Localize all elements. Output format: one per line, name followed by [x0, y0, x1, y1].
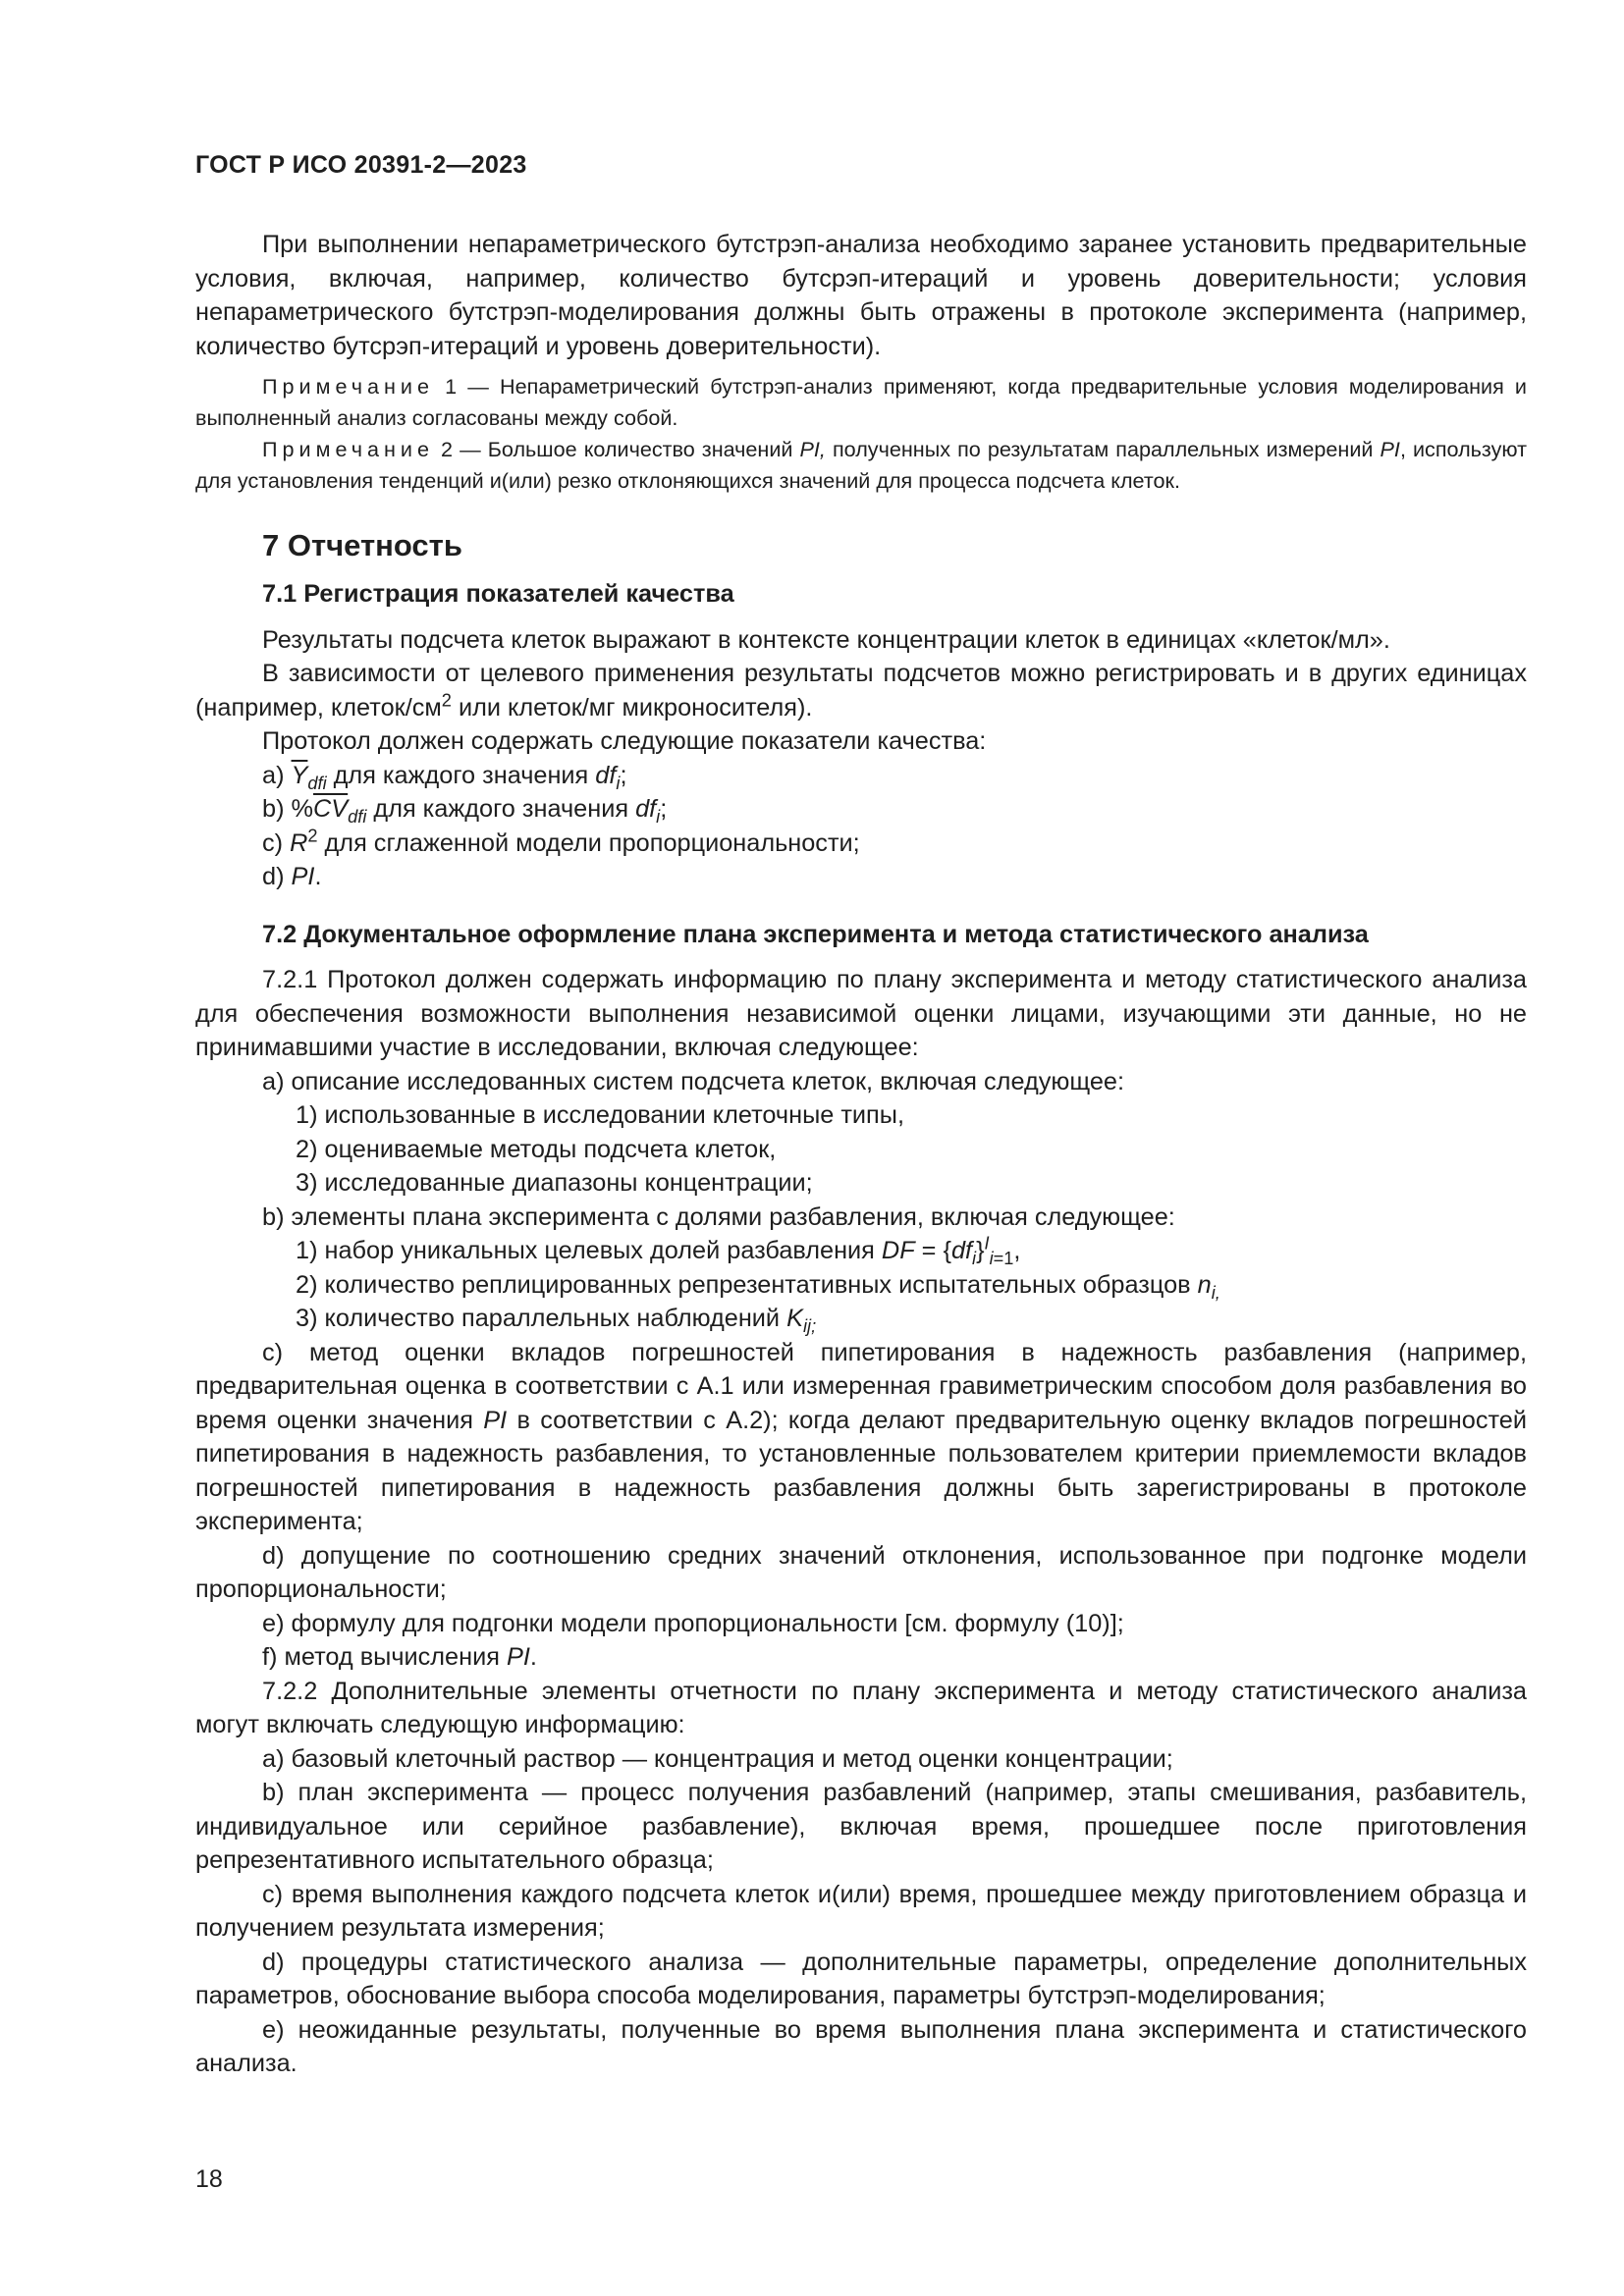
symbol-r: R	[290, 828, 308, 857]
subscript: i	[972, 1249, 977, 1269]
s722-item-c: c) время выполнения каждого подсчета клеток и(или) время, прошедшее между приготовлением образца и получением результата измерения;	[195, 1880, 1527, 1942]
text: }	[976, 1237, 985, 1264]
s721-item-a3: 3) исследованные диапазоны концентрации;	[296, 1169, 813, 1197]
subscript: =1	[993, 1249, 1014, 1269]
text: для каждого значения	[366, 795, 636, 823]
s721-item-b1	[195, 1234, 1527, 1268]
text: 3) количество параллельных наблюдений	[296, 1305, 787, 1332]
text: ,	[1013, 1237, 1021, 1264]
symbol-df: df	[635, 795, 657, 823]
text: .	[314, 863, 322, 890]
text: или клеток/мг микроносителя).	[451, 693, 813, 721]
text: c) метод оценки вкладов погрешностей пипетирования в надежность разбавления (например, предварительная оценка в соответствии с А.1 или измеренная гравиметрическим способом доля разбавления во время оценки значения	[195, 1338, 1527, 1434]
s722-item-e: e) неожиданные результаты, полученные во время выполнения плана эксперимента и статистического анализа.	[195, 2015, 1527, 2077]
symbol-df-set: DF	[881, 1237, 915, 1264]
symbol-cv-bar: $\overline{CV}$	[313, 795, 349, 823]
s722-paragraph: 7.2.2 Дополнительные элементы отчетности по плану эксперимента и методу статистического анализа могут включать следующую информацию:	[195, 1677, 1527, 1738]
note-word: Примечание	[262, 374, 434, 399]
s71-item-a	[195, 759, 1527, 793]
note-text: полученных по результатам параллельных измерений	[825, 437, 1380, 461]
symbol-pi: PI,	[799, 437, 826, 461]
section-7-2-heading: 7.2 Документальное оформление плана эксперимента и метода статистического анализа	[262, 920, 1369, 948]
s71-item-c	[195, 827, 1527, 861]
s721-item-b2	[195, 1268, 1527, 1303]
subscript: ij;	[802, 1316, 817, 1337]
text: для сглаженной модели пропорциональности;	[317, 828, 860, 857]
subscript: i	[616, 773, 621, 793]
s721-item-c	[195, 1336, 1527, 1539]
s722-item-a: a) базовый клеточный раствор — концентрация и метод оценки концентрации;	[262, 1744, 1173, 1773]
text: ;	[660, 795, 668, 823]
s71-item-d	[195, 860, 1527, 894]
note-text: Большое количество значений	[487, 437, 800, 461]
symbol-k: K	[786, 1305, 803, 1332]
section-7-1-heading: 7.1 Регистрация показателей качества	[262, 580, 734, 608]
subscript: dfi	[348, 807, 367, 828]
s71-paragraph-2	[195, 657, 1527, 724]
subscript: i	[656, 807, 661, 828]
text: d)	[262, 863, 292, 890]
s71-paragraph-1: Результаты подсчета клеток выражают в контексте концентрации клеток в единицах «клеток/мл».	[262, 625, 1390, 654]
note-text: Непараметрический бутстрэп-анализ применяют, когда предварительные условия моделирования и выполненный анализ согласованы между собой.	[195, 374, 1527, 430]
section-7-heading: 7 Отчетность	[262, 528, 462, 562]
s721-item-a1: 1) использованные в исследовании клеточные типы,	[296, 1101, 904, 1129]
note-label: 1 —	[434, 374, 501, 399]
text: 1) набор уникальных целевых долей разбавления	[296, 1237, 882, 1264]
text: a)	[262, 761, 292, 789]
s722-item-b: b) план эксперимента — процесс получения разбавлений (например, этапы смешивания, разбавитель, индивидуальное или серийное разбавление), включая время, прошедшее после приготовления репрезентативного испытательного образца;	[195, 1779, 1527, 1874]
text: = {	[914, 1237, 951, 1264]
subscript: i,	[1211, 1282, 1220, 1303]
note-2	[195, 434, 1527, 497]
s721-item-e: e) формулу для подгонки модели пропорциональности [см. формулу (10)];	[262, 1609, 1124, 1637]
text: В зависимости от целевого применения результаты подсчетов можно регистрировать и в других единицах (например, клеток/см	[195, 660, 1527, 721]
symbol-df: df	[950, 1237, 973, 1264]
symbol-df: df	[595, 761, 617, 789]
intro-paragraph: При выполнении непараметрического бутстрэп-анализа необходимо заранее установить предварительные условия, включая, например, количество бутсрэп-итераций и уровень доверительности; условия непараметрического бутстрэп-моделирования должны быть отражены в протоколе эксперимента (например, количество бутсрэп-итераций и уровень доверительности).	[195, 231, 1527, 360]
symbol-y-bar: $\overline{Y}$	[291, 761, 308, 789]
subscript: dfi	[307, 773, 327, 793]
symbol-pi: PI	[506, 1643, 530, 1671]
symbol-pi: PI	[291, 863, 315, 890]
s721-item-b3	[195, 1302, 1527, 1336]
note-1	[195, 371, 1527, 434]
text: для каждого значения	[326, 761, 596, 789]
note-text: , используют для установления тенденций и(или) резко отклоняющихся значений для процесса подсчета клеток.	[195, 437, 1527, 493]
text: в соответствии с А.2); когда делают предварительную оценку вкладов погрешностей пипетирования в надежность разбавления, то установленные пользователем критерии приемлемости вкладов погрешностей пипетирования в надежность разбавления должны быть зарегистрированы в протоколе эксперимента;	[195, 1406, 1527, 1535]
s722-item-d: d) процедуры статистического анализа — дополнительные параметры, определение дополнительных параметров, обоснование выбора способа моделирования, параметры бутстрэп-моделирования;	[195, 1948, 1527, 2009]
text: 2) количество реплицированных репрезентативных испытательных образцов	[296, 1270, 1198, 1299]
superscript: 2	[441, 690, 452, 711]
note-word: Примечание	[262, 437, 434, 461]
superscript: I	[984, 1233, 990, 1254]
s721-item-a: a) описание исследованных систем подсчета клеток, включая следующее:	[262, 1067, 1125, 1095]
text: .	[529, 1643, 537, 1671]
superscript: 2	[307, 826, 318, 846]
text: f) метод вычисления	[262, 1643, 507, 1671]
s721-paragraph: 7.2.1 Протокол должен содержать информацию по плану эксперимента и методу статистического анализа для обеспечения возможности выполнения независимой оценки лицами, изучающими эти данные, но не принимавшими участие в исследовании, включая следующее:	[195, 966, 1527, 1061]
s721-item-a2: 2) оцениваемые методы подсчета клеток,	[296, 1135, 777, 1163]
note-label: 2 —	[434, 437, 488, 461]
symbol-n: n	[1197, 1270, 1212, 1299]
page-number: 18	[195, 2165, 223, 2193]
text: b) %	[262, 795, 314, 823]
s71-paragraph-3: Протокол должен содержать следующие показатели качества:	[262, 727, 987, 755]
s71-item-b	[195, 792, 1527, 827]
standard-header: ГОСТ Р ИСО 20391-2—2023	[195, 151, 527, 179]
text: ;	[620, 761, 627, 789]
subscript: i	[989, 1249, 994, 1269]
symbol-pi: PI	[483, 1406, 508, 1434]
text: c)	[262, 828, 291, 857]
s721-item-f	[195, 1640, 1527, 1675]
symbol-pi: PI	[1380, 437, 1400, 461]
s721-item-b: b) элементы плана эксперимента с долями разбавления, включая следующее:	[262, 1202, 1175, 1231]
s721-item-d: d) допущение по соотношению средних значений отклонения, использованное при подгонке модели пропорциональности;	[195, 1541, 1527, 1603]
page-content	[195, 228, 1527, 2081]
